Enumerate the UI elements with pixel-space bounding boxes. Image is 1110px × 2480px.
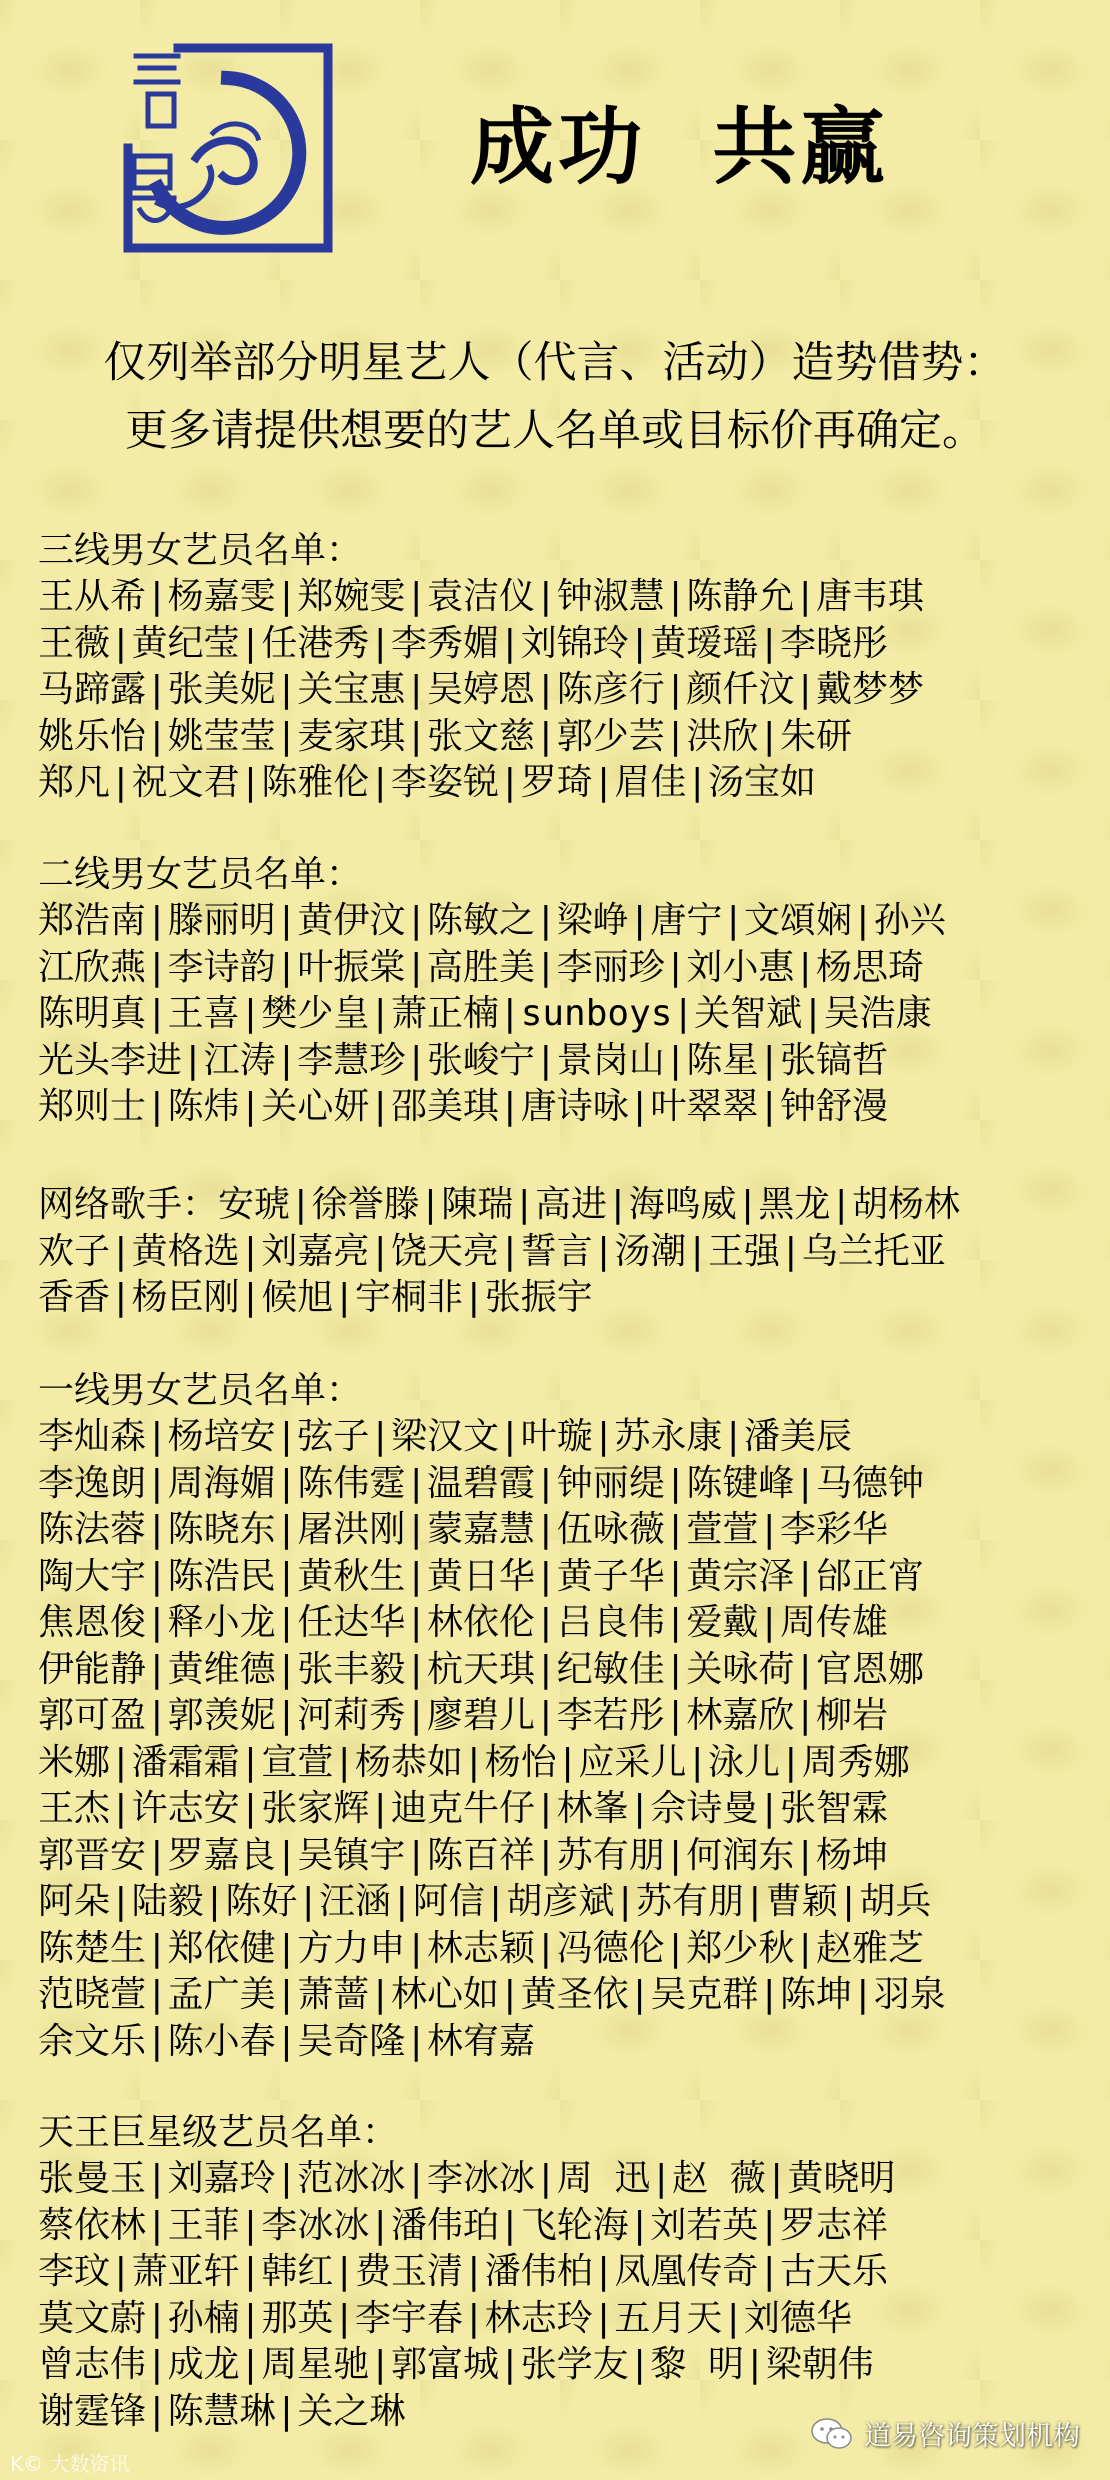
brand-name: 道易咨询策划机构 (864, 2421, 1080, 2452)
section-title: 一线男女艺员名单： (38, 1370, 363, 1411)
intro-line-2: 更多请提供想要的艺人名单或目标价再确定。 (125, 406, 985, 456)
section-title: 二线男女艺员名单： (38, 854, 363, 895)
section-first-tier (38, 1368, 1088, 2065)
source-watermark: K© 大数资讯 (10, 2452, 130, 2476)
section-title: 三线男女艺员名单： (38, 530, 363, 571)
wechat-icon (810, 2416, 854, 2452)
section-third-tier (38, 528, 1088, 807)
intro-line-1: 仅列举部分明星艺人（代言、活动）造势借势： (103, 338, 1007, 388)
section-internet-singers (38, 1182, 1088, 1322)
artist-list: 王从希|杨嘉雯|郑婉雯|袁洁仪|钟淑慧|陈静允|唐韦琪 王薇|黄纪莹|任港秀|李秀媚|刘锦玲|黄瑷瑶|李晓彤 马蹄露|张美妮|关宝惠|吴婷恩|陈彦行|颜仟汶|戴梦梦 姚乐怡|姚莹莹|麦家琪|张文慈|郭少芸|洪欣|朱研 郑凡|祝文君|陈雅伦|李姿锐|罗琦|眉佳|汤宝如 (38, 576, 925, 803)
logo-seal-icon (118, 38, 338, 258)
artist-list: 网络歌手：安琥|徐誉滕|陳瑞|高进|海鸣威|黑龙|胡杨林 欢子|黄格选|刘嘉亮|饶天亮|誓言|汤潮|王强|乌兰托亚 香香|杨臣刚|候旭|宇桐非|张振宇 (38, 1184, 961, 1318)
artist-list: 郑浩南|滕丽明|黄伊汶|陈敏之|梁峥|唐宁|文頌娴|孙兴 江欣燕|李诗韵|叶振棠|高胜美|李丽珍|刘小惠|杨思琦 陈明真|王喜|樊少皇|萧正楠|sunboys|关智斌|吴浩康 光头李进|江涛|李慧珍|张峻宁|景岗山|陈星|张镐哲 郑则士|陈炜|关心妍|邵美琪|唐诗咏|叶翠翠|钟舒漫 (38, 900, 946, 1127)
section-second-tier (38, 852, 1088, 1131)
section-title: 天王巨星级艺员名单： (38, 2112, 399, 2153)
artist-list: 李灿森|杨培安|弦子|梁汉文|叶璇|苏永康|潘美辰 李逸朗|周海媚|陈伟霆|温碧霞|钟丽缇|陈键峰|马德钟 陈法蓉|陈晓东|屠洪刚|蒙嘉慧|伍咏薇|萱萱|李彩华 陶大宇|陈浩民|黄秋生|黄日华|黄子华|黄宗泽|邰正宵 焦恩俊|释小龙|任达华|林依伦|吕良伟|爱戴|周传雄 伊能静|黄维德|张丰毅|杭天琪|纪敏佳|关咏荷|官恩娜 郭可盈|郭羡妮|河莉秀|廖碧儿|李若彤|林嘉欣|柳岩 米娜|潘霜霜|宣萱|杨恭如|杨怡|应采儿|泳儿|周秀娜 王杰|许志安|张家辉|迪克牛仔|林峯|佘诗曼|张智霖 郭晋安|罗嘉良|吴镇宇|陈百祥|苏有朋|何润东|杨坤 阿朵|陆毅|陈好|汪涵|阿信|胡彦斌|苏有朋|曹颖|胡兵 陈楚生|郑依健|方力申|林志颖|冯德伦|郑少秋|赵雅芝 范晓萱|孟广美|萧蔷|林心如|黄圣依|吴克群|陈坤|羽泉 余文乐|陈小春|吴奇隆|林宥嘉 (38, 1416, 946, 2062)
artist-list: 张曼玉|刘嘉玲|范冰冰|李冰冰|周 迅|赵 薇|黄晓明 蔡依林|王菲|李冰冰|潘伟珀|飞轮海|刘若英|罗志祥 李玟|萧亚轩|韩红|费玉清|潘伟柏|凤凰传奇|古天乐 莫文蔚|孙楠|那英|李宇春|林志玲|五月天|刘德华 曾志伟|成龙|周星驰|郭富城|张学友|黎 明|梁朝伟 谢霆锋|陈慧琳|关之琳 (38, 2158, 896, 2432)
brand-watermark (810, 2414, 1080, 2453)
section-superstars (38, 2110, 1088, 2435)
headline-title: 成功 共赢 (470, 97, 889, 196)
